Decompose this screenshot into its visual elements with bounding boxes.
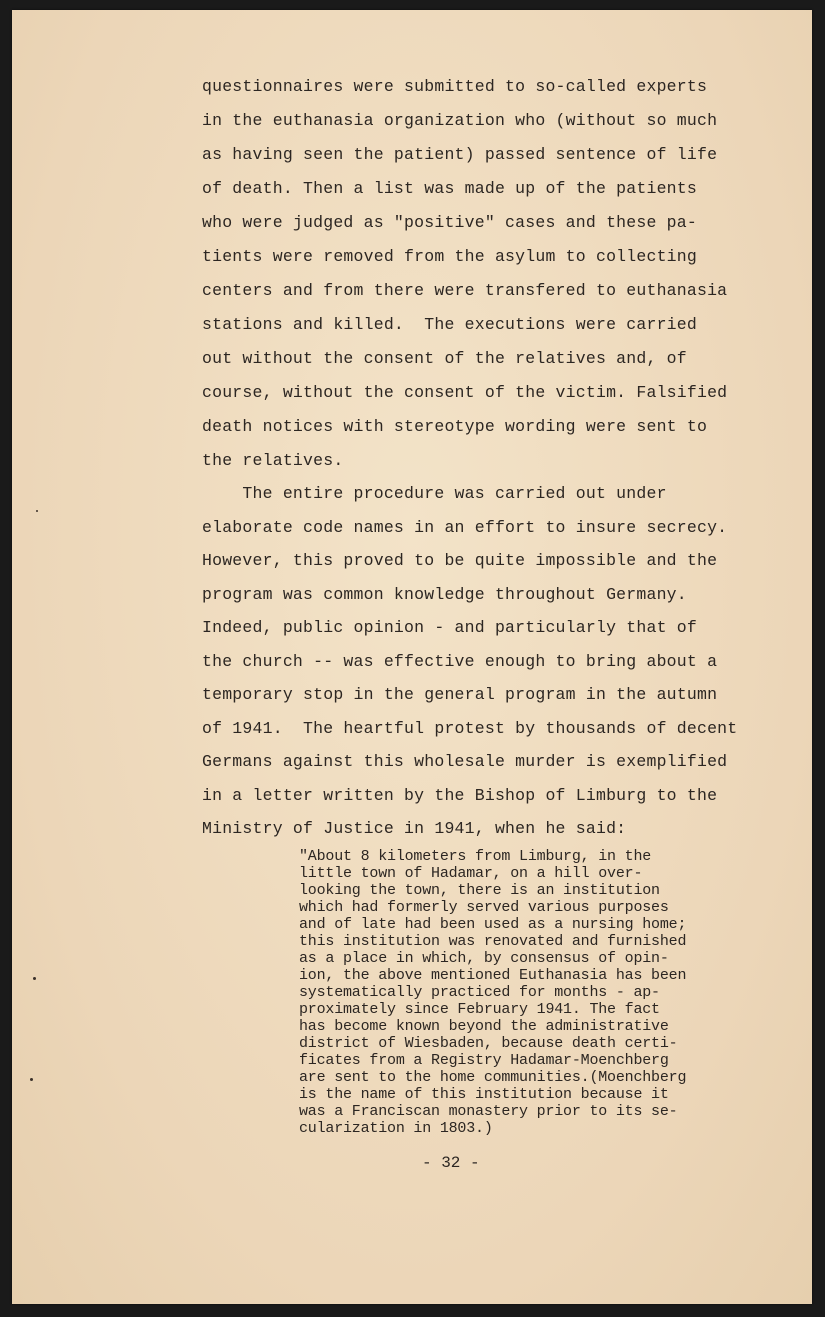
body-line: temporary stop in the general program in the autumn — [202, 685, 718, 704]
page-number: - 32 - — [422, 1154, 480, 1172]
body-line: course, without the consent of the victim. Falsified — [202, 383, 728, 402]
quote-line: little town of Hadamar, on a hill over- — [299, 865, 643, 882]
body-line: in the euthanasia organization who (without so much — [202, 111, 718, 130]
quote-line: was a Franciscan monastery prior to its se- — [299, 1103, 678, 1120]
quote-line: looking the town, there is an institution — [299, 882, 660, 899]
body-line: of death. Then a list was made up of the patients — [202, 179, 697, 198]
body-line: as having seen the patient) passed sentence of life — [202, 145, 718, 164]
quote-line: district of Wiesbaden, because death certi- — [299, 1035, 678, 1052]
body-line: who were judged as "positive" cases and these pa- — [202, 213, 697, 232]
quote-line: proximately since February 1941. The fact — [299, 1001, 660, 1018]
quote-line: is the name of this institution because it — [299, 1086, 669, 1103]
body-line: program was common knowledge throughout Germany. — [202, 585, 687, 604]
body-line: of 1941. The heartful protest by thousands of decent — [202, 719, 738, 738]
body-line: in a letter written by the Bishop of Limburg to the — [202, 786, 718, 805]
body-line: tients were removed from the asylum to collecting — [202, 247, 697, 266]
quote-line: cularization in 1803.) — [299, 1120, 493, 1137]
quote-line: has become known beyond the administrative — [299, 1018, 669, 1035]
body-line: death notices with stereotype wording were sent to — [202, 417, 708, 436]
quote-line: which had formerly served various purposes — [299, 899, 669, 916]
quote-line: and of late had been used as a nursing home; — [299, 916, 687, 933]
body-line: centers and from there were transfered to euthanasia — [202, 281, 728, 300]
quote-line: this institution was renovated and furnished — [299, 933, 687, 950]
body-line: the relatives. — [202, 451, 344, 470]
quote-line: ficates from a Registry Hadamar-Moenchberg — [299, 1052, 669, 1069]
body-line: The entire procedure was carried out under — [202, 484, 667, 503]
quote-line: as a place in which, by consensus of opin- — [299, 950, 669, 967]
body-line: elaborate code names in an effort to insure secrecy. — [202, 518, 728, 537]
paper-speck — [33, 977, 36, 980]
body-line: the church -- was effective enough to bring about a — [202, 652, 718, 671]
body-line: Ministry of Justice in 1941, when he said: — [202, 819, 627, 838]
quote-line: are sent to the home communities.(Moenchberg — [299, 1069, 687, 1086]
body-line: out without the consent of the relatives and, of — [202, 349, 687, 368]
paper-speck — [30, 1078, 33, 1081]
paper-speck — [36, 510, 38, 512]
quote-line: ion, the above mentioned Euthanasia has been — [299, 967, 687, 984]
quote-line: "About 8 kilometers from Limburg, in the — [299, 848, 652, 865]
body-line: Indeed, public opinion - and particularly that of — [202, 618, 697, 637]
body-line: However, this proved to be quite impossible and the — [202, 551, 718, 570]
document-page — [12, 10, 812, 1304]
body-line: Germans against this wholesale murder is exemplified — [202, 752, 728, 771]
body-line: questionnaires were submitted to so-called experts — [202, 77, 708, 96]
body-line: stations and killed. The executions were carried — [202, 315, 697, 334]
quote-line: systematically practiced for months - ap- — [299, 984, 660, 1001]
